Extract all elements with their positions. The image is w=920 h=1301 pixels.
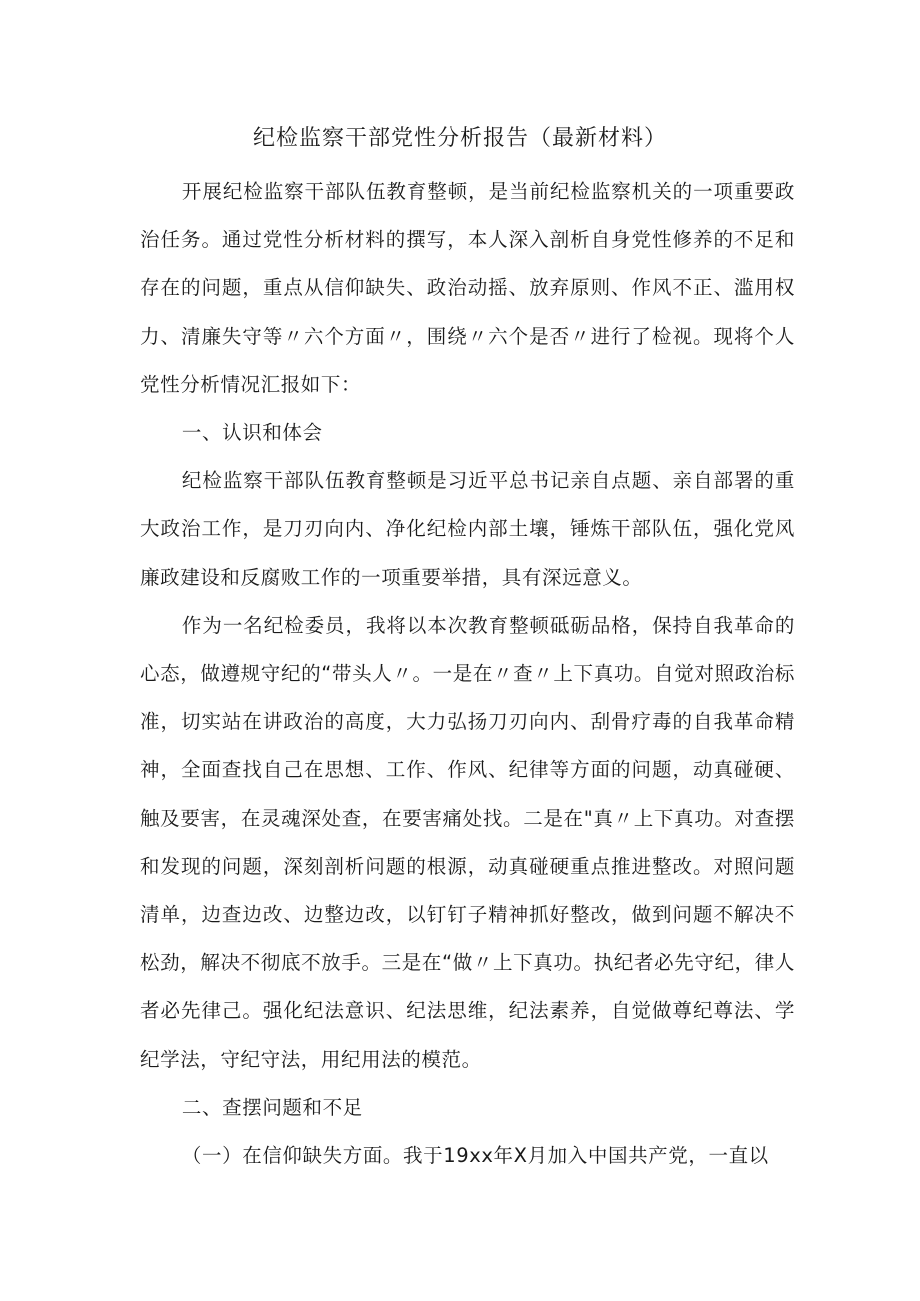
commitment-paragraph: 作为一名纪检委员，我将以本次教育整顿砥砺品格，保持自我革命的心态，做遵规守纪的“带头人〃。一是在〃查〃上下真功。自觉对照政治标准，切实站在讲政治的高度，大力弘扬刀刃向内、刮骨疗毒的自我革命精神，全面查找自己在思想、工作、作风、纪律等方面的问题，动真碰硬、触及要害，在灵魂深处查，在要害痛处找。二是在"真〃上下真功。对查摆和发现的问题，深刻剖析问题的根源，动真碰硬重点推进整改。对照问题清单，边查边改、边整边改，以钉钉子精神抓好整改，做到问题不解决不松劲，解决不彻底不放手。三是在“做〃上下真功。执纪者必先守纪，律人者必先律己。强化纪法意识、纪法思维，纪法素养，自觉做尊纪尊法、学纪学法，守纪守法，用纪用法的模范。 [140, 613, 795, 1071]
understanding-paragraph: 纪检监察干部队伍教育整顿是习近平总书记亲自点题、亲自部署的重大政治工作，是刀刃向内、净化纪检内部土壤，锤炼干部队伍，强化党风廉政建设和反腐败工作的一项重要举措，具有深远意义。 [140, 469, 795, 589]
document-body [140, 168, 795, 1180]
section-heading-understanding: 一、认识和体会 [181, 421, 323, 445]
belief-paragraph: （一）在信仰缺失方面。我于19xx年X月加入中国共产党，一直以 [181, 1144, 769, 1168]
document-title: 纪检监察干部党性分析报告（最新材料） [252, 126, 667, 151]
section-heading-problems: 二、查摆问题和不足 [181, 1095, 363, 1119]
intro-paragraph: 开展纪检监察干部队伍教育整顿，是当前纪检监察机关的一项重要政治任务。通过党性分析材料的撰写，本人深入剖析自身党性修养的不足和存在的问题，重点从信仰缺失、政治动摇、放弃原则、作风不正、滥用权力、清廉失守等〃六个方面〃，围绕〃六个是否〃进行了检视。现将个人党性分析情况汇报如下： [140, 180, 795, 396]
